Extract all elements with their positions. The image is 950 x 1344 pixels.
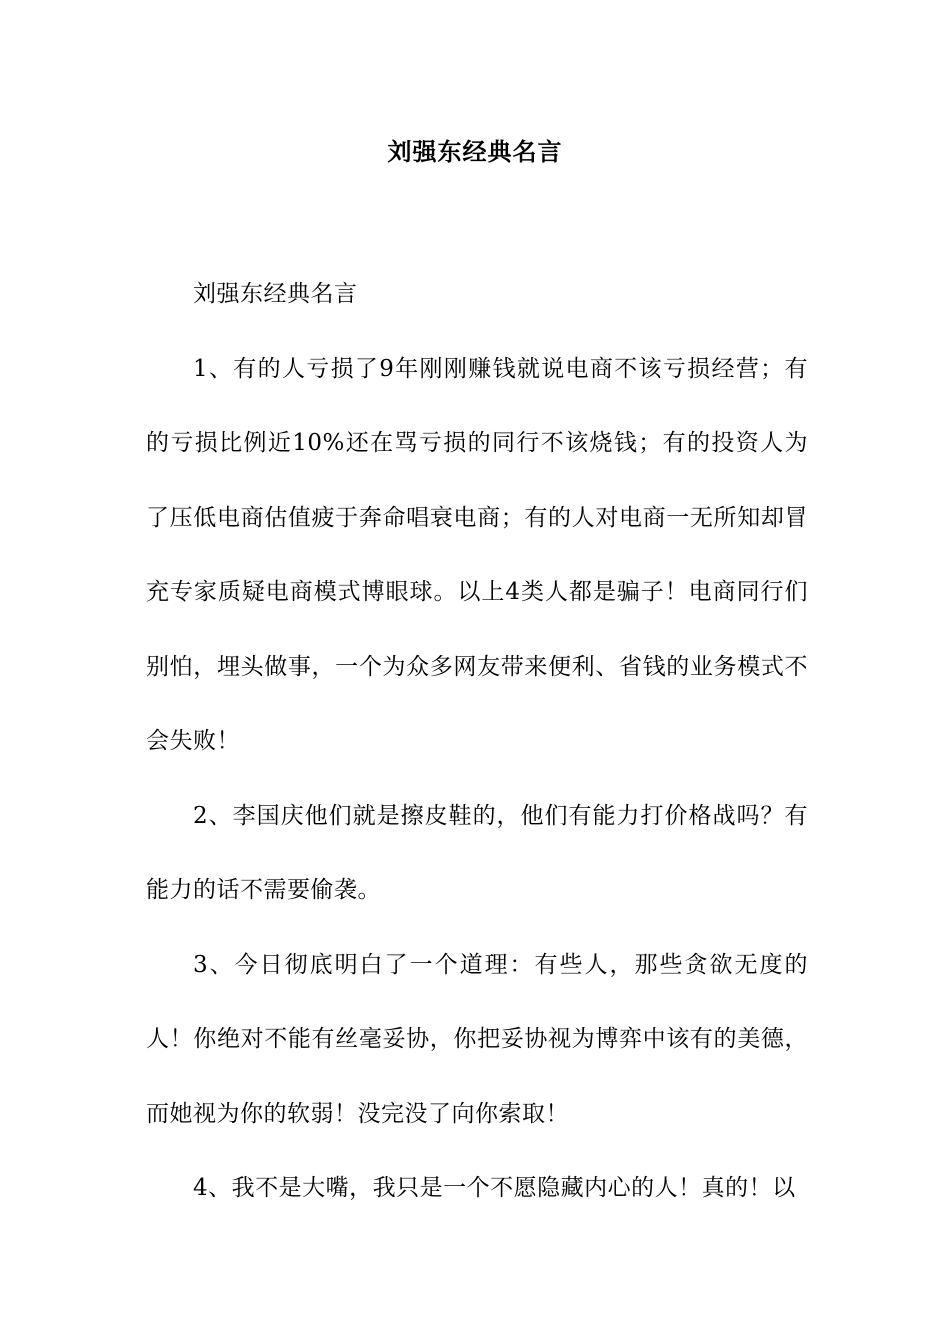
paragraph-quote-4: 4、我不是大嘴，我只是一个不愿隐藏内心的人！真的！以 [193,1175,796,1201]
paragraph-heading: 刘强东经典名言 [193,281,358,307]
document-title: 刘强东经典名言 [387,137,563,166]
document-body [146,257,808,1226]
paragraph-quote-3: 3、今日彻底明白了一个道理：有些人，那些贪欲无度的人！你绝对不能有丝毫妥协，你把妥协视为博弈中该有的美德，而她视为你的软弱！没完没了向你索取！ [146,951,808,1127]
paragraph-quote-2: 2、李国庆他们就是擦皮鞋的，他们有能力打价格战吗？有能力的话不需要偷袭。 [146,802,808,903]
paragraph-quote-1: 1、有的人亏损了9年刚刚赚钱就说电商不该亏损经营；有的亏损比例近10%还在骂亏损的同行不该烧钱；有的投资人为了压低电商估值疲于奔命唱衰电商；有的人对电商一无所知却冒充专家质疑电商模式博眼球。以上4类人都是骗子！电商同行们别怕，埋头做事，一个为众多网友带来便利、省钱的业务模式不会失败！ [146,355,808,754]
